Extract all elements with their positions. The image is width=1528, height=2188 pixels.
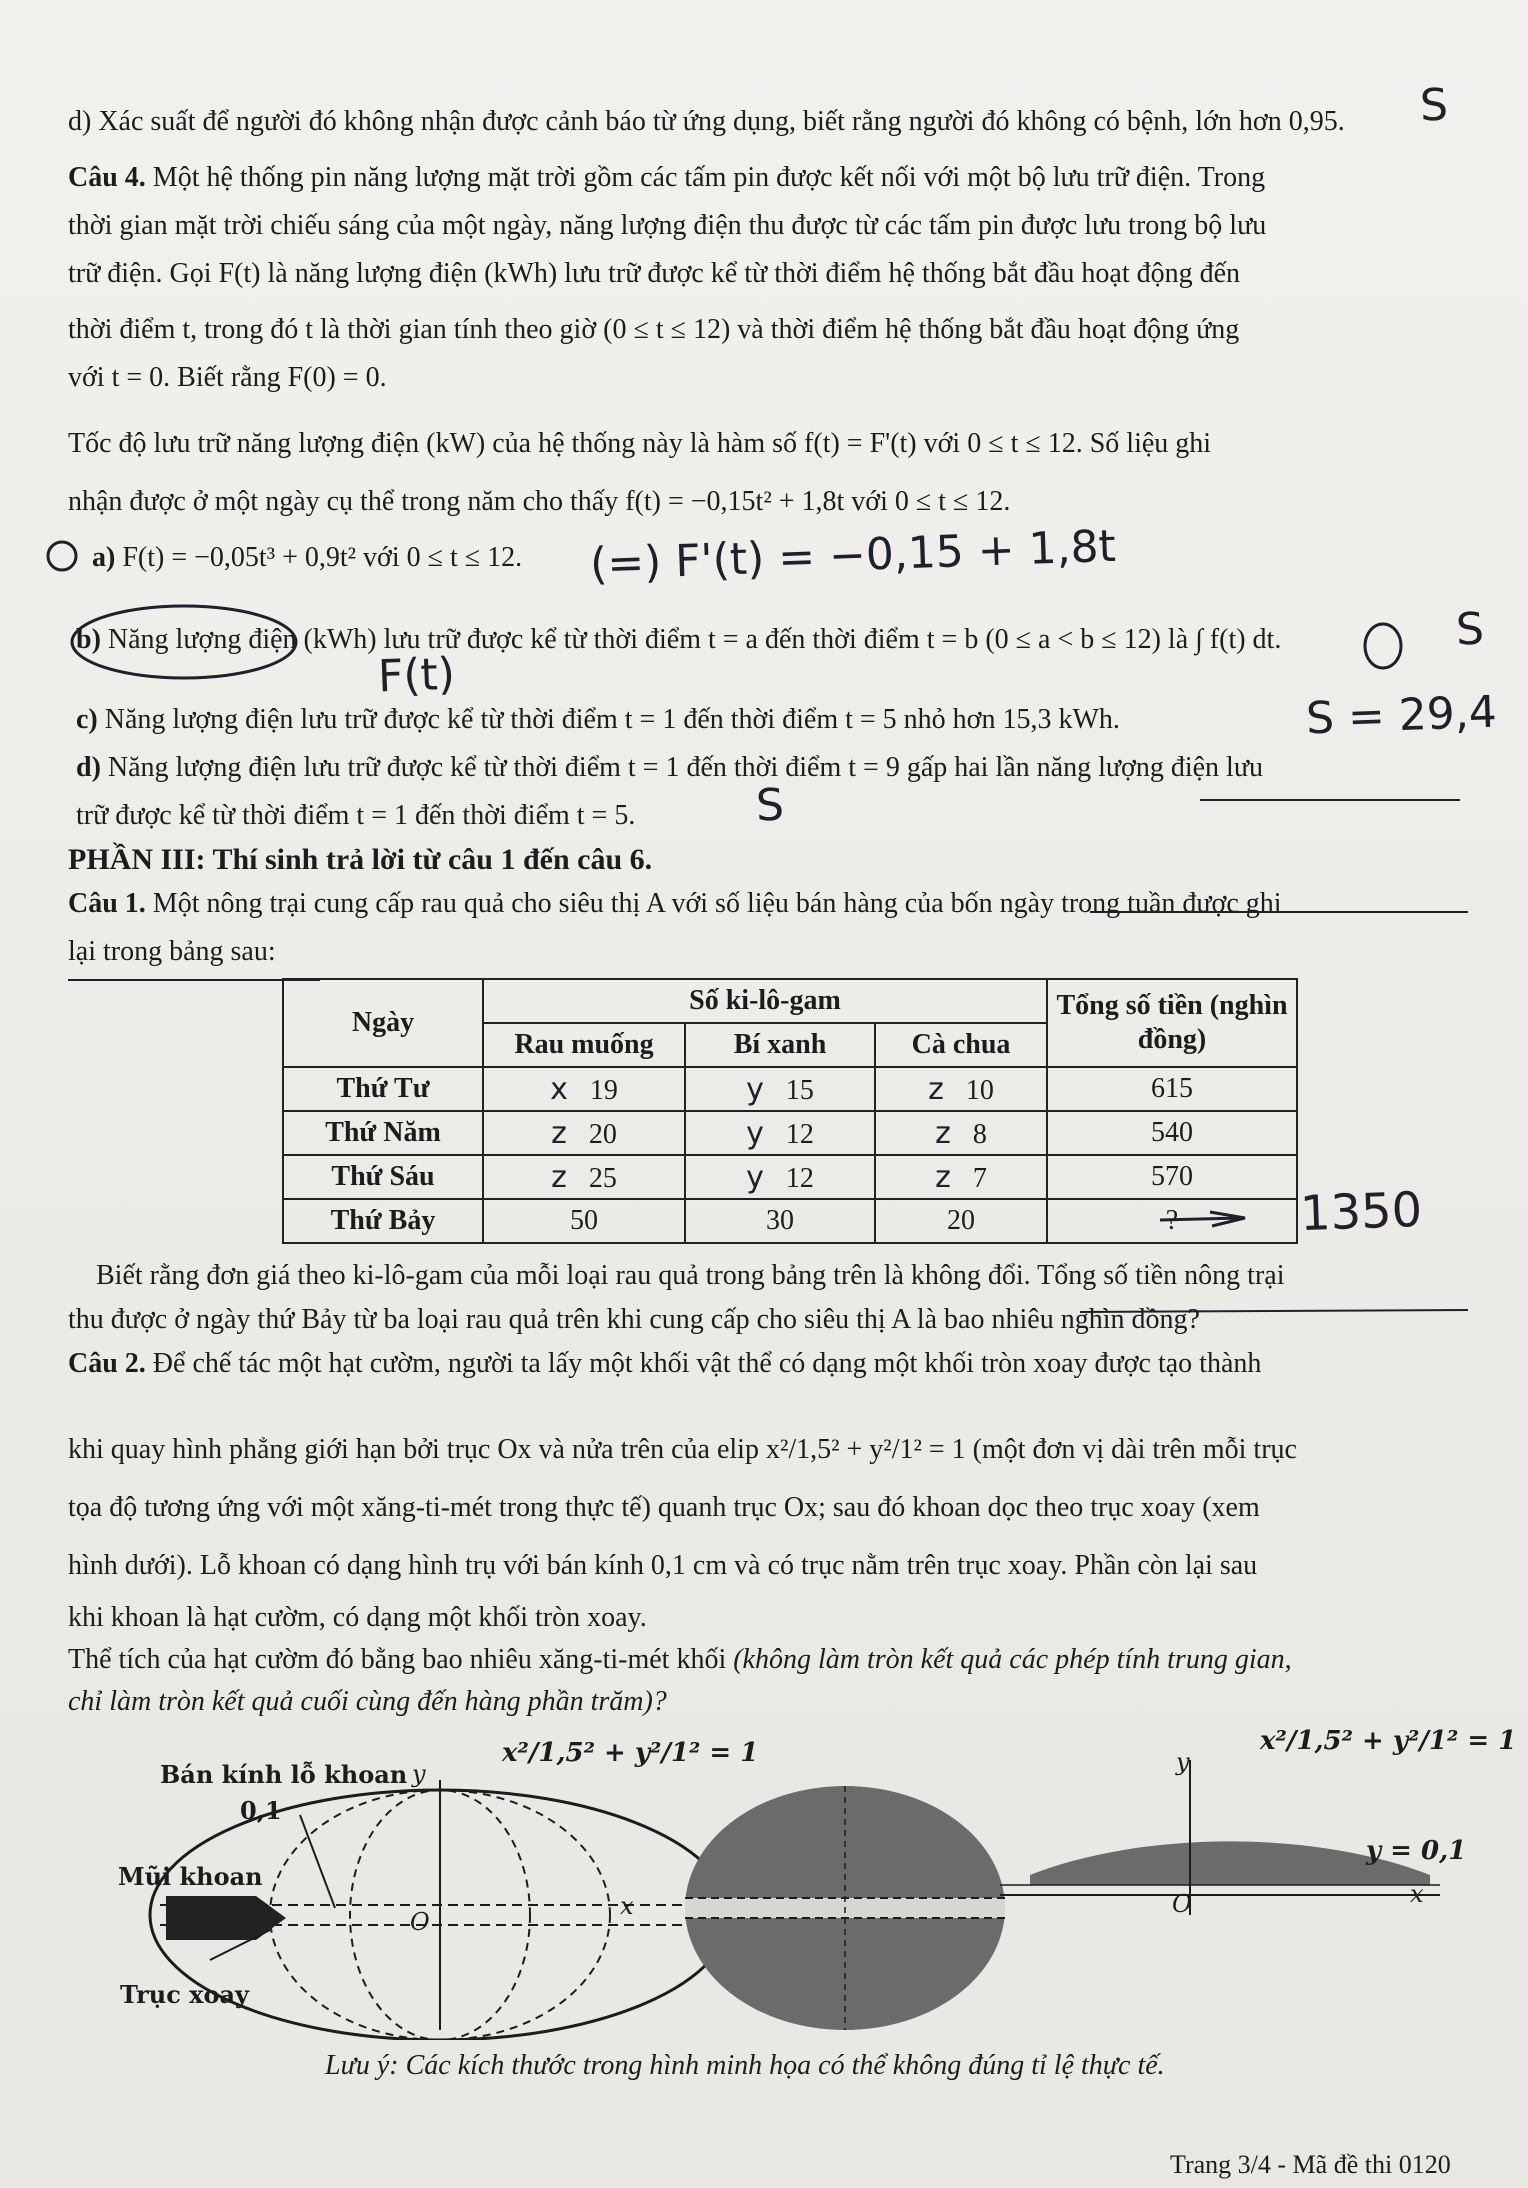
question-4-text: Một hệ thống pin năng lượng mặt trời gồm các tấm pin được kết nối với một bộ lưu trữ điện. Trong bbox=[152, 162, 1266, 193]
col-header-ca-chua: Cà chua bbox=[875, 1023, 1047, 1067]
statement-c-text: Năng lượng điện lưu trữ được kể từ thời điểm t = 1 đến thời điểm t = 5 nhỏ hơn 15,3 kWh. bbox=[104, 704, 1120, 735]
table-row bbox=[283, 1111, 1297, 1155]
cell-value: 10 bbox=[965, 1074, 994, 1106]
part3-q1-question-1: Biết rằng đơn giá theo ki-lô-gam của mỗi loại rau quả trong bảng trên là không đổi. Tổng số tiền nông trại bbox=[96, 1260, 1285, 1291]
part3-q2-text-6-italic: (không làm tròn kết quả các phép tính trung gian, bbox=[733, 1644, 1292, 1675]
question-4-line3: trữ điện. Gọi F(t) là năng lượng điện (kWh) lưu trữ được kể từ thời điểm hệ thống bắt đầu hoạt động đến bbox=[68, 258, 1241, 289]
hand-var: z bbox=[928, 1071, 944, 1107]
cell-value: 12 bbox=[785, 1162, 814, 1194]
table-row bbox=[283, 1155, 1297, 1199]
question-4-line6: Tốc độ lưu trữ năng lượng điện (kW) của hệ thống này là hàm số f(t) = F'(t) với 0 ≤ t ≤ 12. Số liệu ghi bbox=[68, 428, 1212, 459]
origin-label-left: O bbox=[410, 1908, 430, 1936]
cell-rau-muong bbox=[483, 1155, 685, 1199]
part3-q1-line2: lại trong bảng sau: bbox=[68, 936, 276, 967]
cell-value: 8 bbox=[972, 1118, 987, 1150]
statement-c-label: c) bbox=[76, 704, 98, 735]
hand-var: y bbox=[746, 1071, 764, 1107]
statement-d-cont: trữ được kể từ thời điểm t = 1 đến thời điểm t = 5. bbox=[76, 800, 636, 831]
row-day: Thứ Tư bbox=[283, 1067, 483, 1111]
statement-d-text: Năng lượng điện lưu trữ được kể từ thời điểm t = 1 đến thời điểm t = 9 gấp hai lần năng lượng điện lưu bbox=[107, 752, 1264, 783]
cell-bi-xanh bbox=[685, 1155, 875, 1199]
origin-label-right: O bbox=[1172, 1890, 1192, 1918]
col-header-kg: Số ki-lô-gam bbox=[483, 979, 1047, 1023]
axis-x-label-left: x bbox=[620, 1892, 634, 1920]
part3-q1-label: Câu 1. bbox=[68, 888, 146, 919]
cell-value: 7 bbox=[972, 1162, 987, 1194]
hand-var: z bbox=[551, 1159, 567, 1195]
row-day: Thứ Bảy bbox=[283, 1199, 483, 1243]
cell-bi-xanh bbox=[685, 1067, 875, 1111]
cell-value: 19 bbox=[589, 1074, 618, 1106]
part3-q1-text: Một nông trại cung cấp rau quả cho siêu thị A với số liệu bán hàng của bốn ngày trong tuần được ghi bbox=[152, 888, 1282, 919]
question-4-line7: nhận được ở một ngày cụ thể trong năm cho thấy f(t) = −0,15t² + 1,8t với 0 ≤ t ≤ 12. bbox=[68, 486, 1011, 517]
cell-ca-chua bbox=[875, 1155, 1047, 1199]
ellipse-equation-right: x²/1,5² + y²/1² = 1 bbox=[1260, 1726, 1517, 1756]
drill-radius-label: Bán kính lỗ khoan bbox=[160, 1760, 408, 1789]
cell-ca-chua bbox=[875, 1111, 1047, 1155]
part3-q2-line2: khi quay hình phẳng giới hạn bởi trục Ox và nửa trên của elip x²/1,5² + y²/1² = 1 (một đơn vị dài trên mỗi trục bbox=[68, 1434, 1297, 1465]
cell-value: 15 bbox=[785, 1074, 814, 1106]
circle-mark-f bbox=[1365, 624, 1401, 668]
statement-b-label: b) bbox=[76, 624, 101, 655]
part3-q2-line7: chỉ làm tròn kết quả cuối cùng đến hàng phần trăm)? bbox=[68, 1686, 667, 1717]
cell-value: 20 bbox=[588, 1118, 617, 1150]
hand-var: y bbox=[746, 1115, 764, 1151]
cell-rau-muong: 50 bbox=[483, 1199, 685, 1243]
statement-a-text: F(t) = −0,05t³ + 0,9t² với 0 ≤ t ≤ 12. bbox=[122, 542, 523, 573]
table-row bbox=[283, 1199, 1297, 1243]
axis-y-label-left: y bbox=[412, 1760, 426, 1788]
cell-bi-xanh bbox=[685, 1111, 875, 1155]
statement-b-text: Năng lượng điện (kWh) lưu trữ được kể từ thời điểm t = a đến thời điểm t = b (0 ≤ a < b ≤ 12) là ∫ f(t) dt. bbox=[107, 624, 1282, 655]
hand-var: z bbox=[935, 1115, 951, 1151]
cell-rau-muong bbox=[483, 1067, 685, 1111]
cell-rau-muong bbox=[483, 1111, 685, 1155]
drill-tip-label: Mũi khoan bbox=[118, 1862, 263, 1891]
cell-total: 615 bbox=[1047, 1067, 1297, 1111]
hand-note-b-s: S bbox=[1455, 603, 1485, 656]
part3-q2-label: Câu 2. bbox=[68, 1348, 146, 1379]
question-3d: d) Xác suất để người đó không nhận được cảnh báo từ ứng dụng, biết rằng người đó không có bệnh, lớn hơn 0,95. bbox=[68, 106, 1345, 137]
question-4-line2: thời gian mặt trời chiếu sáng của một ngày, năng lượng điện thu được từ các tấm pin được lưu trong bộ lưu bbox=[68, 210, 1267, 241]
rotation-axis-label: Trục xoay bbox=[120, 1980, 249, 2009]
drill-radius-value: 0,1 bbox=[240, 1796, 282, 1825]
part3-q2-line4: hình dưới). Lỗ khoan có dạng hình trụ với bán kính 0,1 cm và có trục nằm trên trục xoay. Phần còn lại sau bbox=[68, 1550, 1258, 1581]
part3-q2-text: Để chế tác một hạt cườm, người ta lấy một khối vật thể có dạng một khối tròn xoay được tạo thành bbox=[152, 1348, 1262, 1379]
col-header-total: Tổng số tiền (nghìn đồng) bbox=[1047, 979, 1297, 1067]
part3-q2-line5: khi khoan là hạt cườm, có dạng một khối tròn xoay. bbox=[68, 1602, 647, 1633]
page-footer: Trang 3/4 - Mã đề thi 0120 bbox=[1170, 2150, 1451, 2179]
hand-note-c: S = 29,4 bbox=[1305, 686, 1498, 745]
col-header-rau-muong: Rau muống bbox=[483, 1023, 685, 1067]
part3-q2-line3: tọa độ tương ứng với một xăng-ti-mét trong thực tế) quanh trục Ox; sau đó khoan dọc theo trục xoay (xem bbox=[68, 1492, 1260, 1523]
cell-ca-chua bbox=[875, 1067, 1047, 1111]
hand-var: x bbox=[550, 1071, 568, 1107]
circle-mark-a bbox=[48, 542, 76, 570]
row-day: Thứ Năm bbox=[283, 1111, 483, 1155]
hand-note-s1: S bbox=[1419, 79, 1449, 132]
part3-q2-line6 bbox=[68, 1640, 1488, 1680]
cell-total: 540 bbox=[1047, 1111, 1297, 1155]
cell-bi-xanh: 30 bbox=[685, 1199, 875, 1243]
hand-var: z bbox=[935, 1159, 951, 1195]
row-day: Thứ Sáu bbox=[283, 1155, 483, 1199]
col-header-day: Ngày bbox=[283, 979, 483, 1067]
cell-value: 12 bbox=[785, 1118, 814, 1150]
table-row bbox=[283, 1067, 1297, 1111]
question-4-line4: thời điểm t, trong đó t là thời gian tính theo giờ (0 ≤ t ≤ 12) và thời điểm hệ thống bắt đầu hoạt động ứng bbox=[68, 314, 1240, 345]
figure-note: Lưu ý: Các kích thước trong hình minh họa có thể không đúng tỉ lệ thực tế. bbox=[325, 2050, 1165, 2081]
cell-total: ? bbox=[1047, 1199, 1297, 1243]
col-header-bi-xanh: Bí xanh bbox=[685, 1023, 875, 1067]
axis-y-label-right: y bbox=[1176, 1748, 1190, 1776]
cell-value: 25 bbox=[588, 1162, 617, 1194]
part3-q2-line1 bbox=[68, 1344, 1488, 1384]
hand-note-b: F(t) bbox=[377, 648, 456, 703]
hand-note-a: (=) F'(t) = −0,15 + 1,8t bbox=[589, 520, 1117, 591]
part-3-heading: PHẦN III: Thí sinh trả lời từ câu 1 đến câu 6. bbox=[68, 843, 653, 876]
statement-a-label: a) bbox=[92, 542, 116, 573]
hand-var: z bbox=[551, 1115, 567, 1151]
hand-note-answer: 1350 bbox=[1299, 1181, 1424, 1243]
circle-mark bbox=[72, 606, 296, 678]
cross-section-diagram bbox=[685, 1786, 1005, 2030]
line-label: y = 0,1 bbox=[1366, 1836, 1467, 1866]
question-4-label: Câu 4. bbox=[68, 162, 146, 193]
cell-ca-chua: 20 bbox=[875, 1199, 1047, 1243]
question-4-line5: với t = 0. Biết rằng F(0) = 0. bbox=[68, 362, 387, 393]
part3-q1-question-2: thu được ở ngày thứ Bảy từ ba loại rau quả trên khi cung cấp cho siêu thị A là bao nhiêu nghìn đồng? bbox=[68, 1304, 1200, 1335]
part3-q2-text-6: Thể tích của hạt cườm đó bằng bao nhiêu xăng-ti-mét khối bbox=[68, 1644, 727, 1675]
sales-table bbox=[282, 978, 1298, 1244]
ellipse-equation-left: x²/1,5² + y²/1² = 1 bbox=[502, 1738, 759, 1768]
statement-d-label: d) bbox=[76, 752, 101, 783]
hand-note-d: S bbox=[755, 779, 785, 832]
hand-var: y bbox=[746, 1159, 764, 1195]
cell-total: 570 bbox=[1047, 1155, 1297, 1199]
axis-x-label-right: x bbox=[1410, 1880, 1424, 1908]
